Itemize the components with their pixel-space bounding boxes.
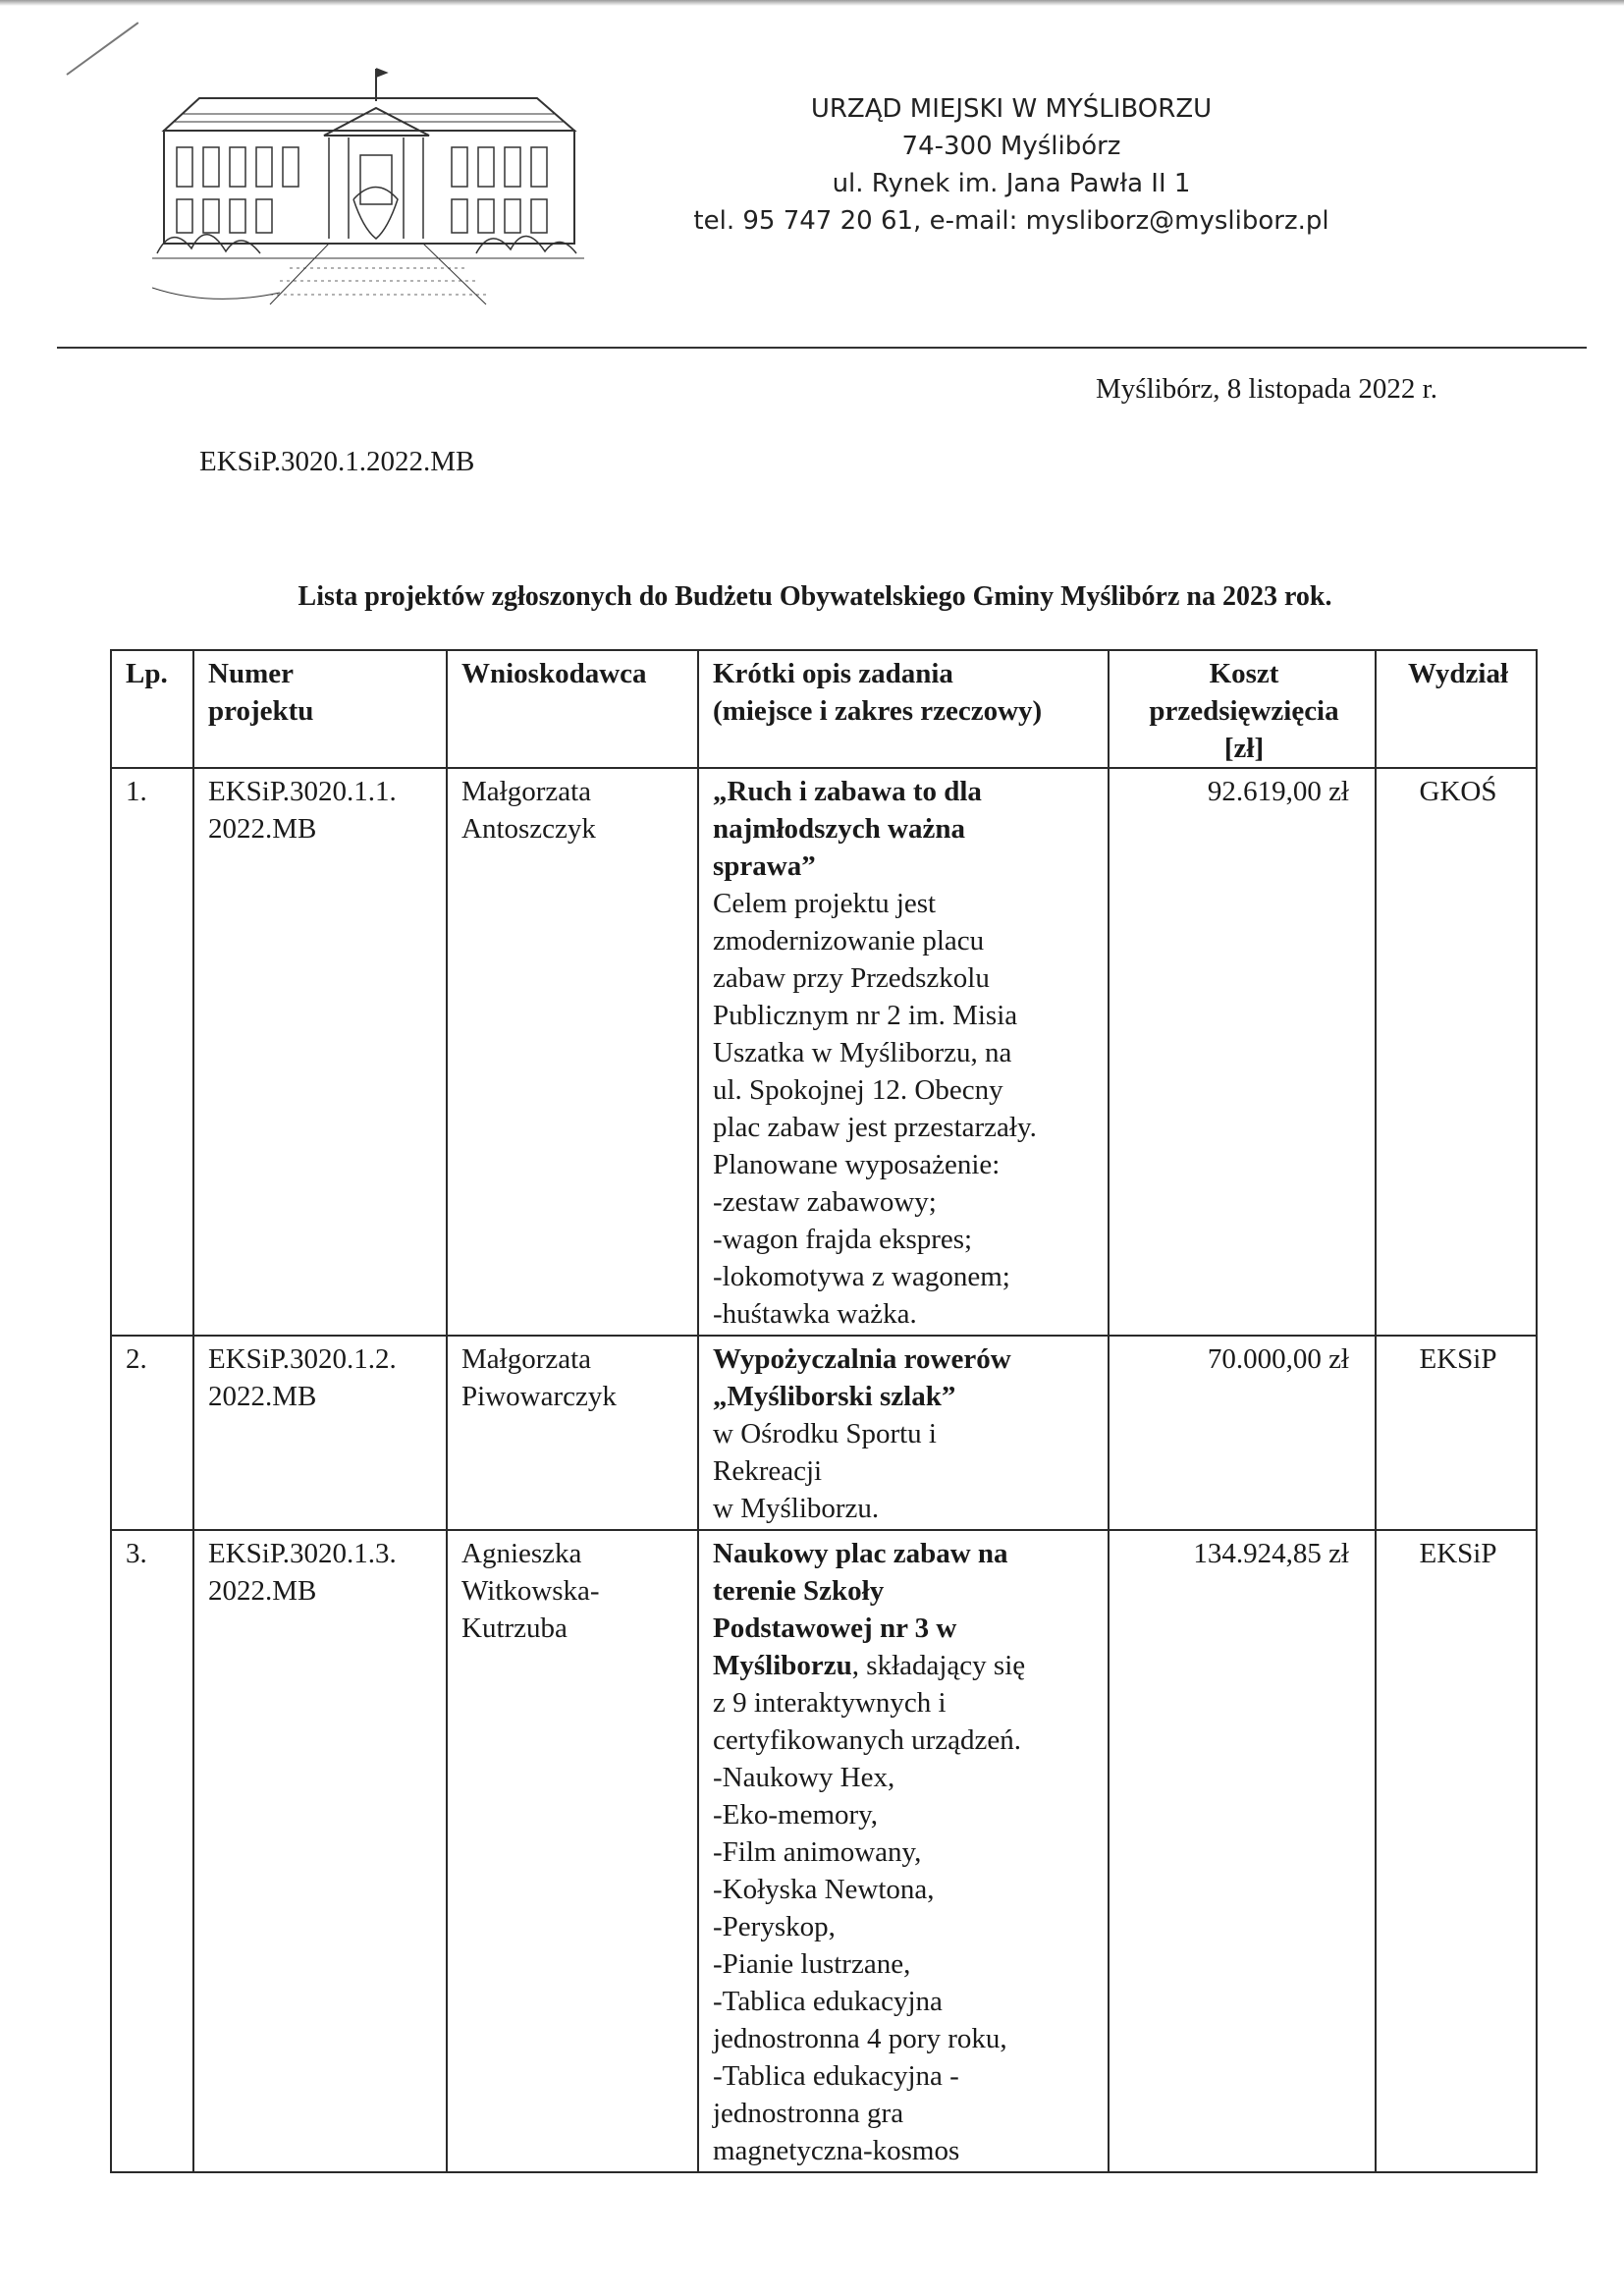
cell-wnioskodawca: Agnieszka Witkowska- Kutrzuba [447, 1530, 698, 2172]
header-numer: Numer projektu [193, 650, 447, 768]
org-name: URZĄD MIEJSKI W MYŚLIBORZU [810, 94, 1213, 124]
cell-koszt: 70.000,00 zł [1109, 1336, 1376, 1530]
header-lp: Lp. [111, 650, 193, 768]
cell-wnioskodawca: Małgorzata Piwowarczyk [447, 1336, 698, 1530]
table-row [111, 1530, 1537, 2172]
cell-koszt: 92.619,00 zł [1109, 768, 1376, 1336]
header-opis: Krótki opis zadania (miejsce i zakres rzeczowy) [698, 650, 1109, 768]
table-row [111, 1336, 1537, 1530]
cell-opis: Wypożyczalnia rowerów „Myśliborski szlak” w Ośrodku Sportu i Rekreacji w Myśliborzu. [698, 1336, 1109, 1530]
pen-mark [66, 22, 138, 76]
cell-numer: EKSiP.3020.1.2. 2022.MB [193, 1336, 447, 1530]
header-wnioskodawca: Wnioskodawca [447, 650, 698, 768]
scan-edge [0, 0, 1624, 6]
cell-koszt: 134.924,85 zł [1109, 1530, 1376, 2172]
cell-numer: EKSiP.3020.1.1. 2022.MB [193, 768, 447, 1336]
cell-opis: Naukowy plac zabaw na terenie Szkoły Podstawowej nr 3 w Myśliborzu, składający się z 9 interaktywnych i certyfikowanych urządzeń. -Naukowy Hex, -Eko-memory, -Film animowany, -Kołyska Newtona, -Peryskop, -Pianie lustrzane, -Tablica edukacyjna jednostronna 4 pory roku, -Tablica edukacyjna - jednostronna gra magnetyczna-kosmos [698, 1530, 1109, 2172]
document-title: Lista projektów zgłoszonych do Budżetu Obywatelskiego Gminy Myślibórz na 2023 rok. [298, 581, 1332, 612]
projects-table [110, 649, 1538, 2173]
header-wydzial: Wydział [1376, 650, 1537, 768]
cell-wydzial: GKOŚ [1376, 768, 1537, 1336]
org-contact: tel. 95 747 20 61, e-mail: mysliborz@mysliborz.pl [693, 206, 1329, 236]
issuer-block [687, 90, 1335, 240]
header-rule [57, 347, 1587, 349]
cell-wydzial: EKSiP [1376, 1530, 1537, 2172]
cell-lp: 1. [111, 768, 193, 1336]
table-header-row [111, 650, 1537, 768]
reference-number: EKSiP.3020.1.2022.MB [199, 446, 475, 477]
cell-wnioskodawca: Małgorzata Antoszczyk [447, 768, 698, 1336]
table-row [111, 768, 1537, 1336]
document-date: Myślibórz, 8 listopada 2022 r. [1096, 373, 1437, 405]
cell-lp: 2. [111, 1336, 193, 1530]
cell-lp: 3. [111, 1530, 193, 2172]
header-koszt: Koszt przedsięwzięcia [zł] [1109, 650, 1376, 768]
cell-numer: EKSiP.3020.1.3. 2022.MB [193, 1530, 447, 2172]
town-hall-logo [152, 57, 584, 307]
org-street: ul. Rynek im. Jana Pawła II 1 [832, 169, 1191, 198]
org-postal: 74-300 Myślibórz [901, 132, 1121, 161]
cell-wydzial: EKSiP [1376, 1336, 1537, 1530]
cell-opis: „Ruch i zabawa to dla najmłodszych ważna sprawa” Celem projektu jest zmodernizowanie placu zabaw przy Przedszkolu Publicznym nr 2 im. Misia Uszatka w Myśliborzu, na ul. Spokojnej 12. Obecny plac zabaw jest przestarzały. Planowane wyposażenie: -zestaw zabawowy; -wagon frajda ekspres; -lokomotywa z wagonem; -huśtawka ważka. [698, 768, 1109, 1336]
